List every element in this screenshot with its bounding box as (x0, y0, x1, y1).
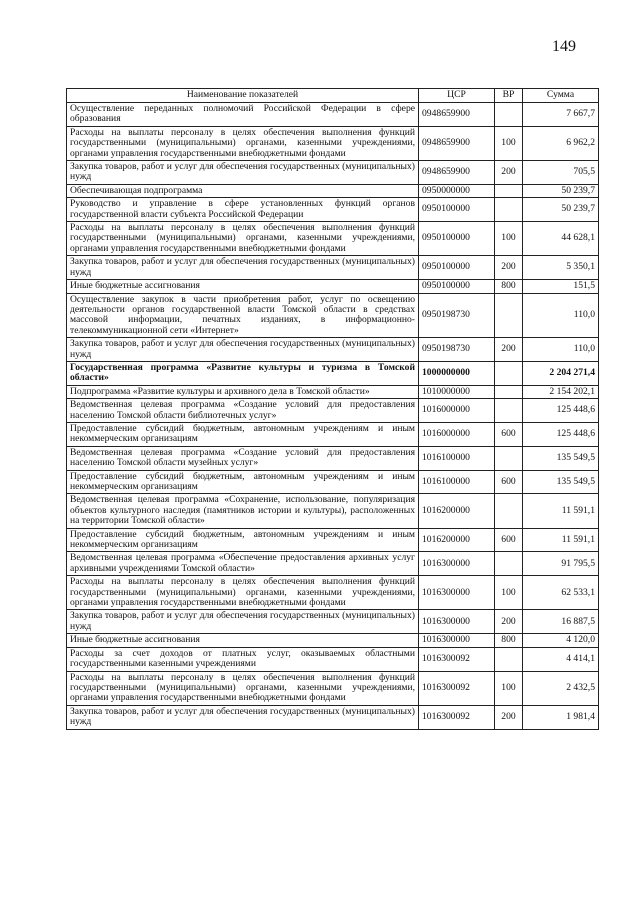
cell-sum: 110,0 (523, 338, 599, 362)
cell-name: Иные бюджетные ассигнования (67, 634, 419, 647)
cell-csr: 1016300000 (419, 634, 495, 647)
table-row (67, 647, 599, 671)
table-row (67, 385, 599, 398)
cell-sum: 125 448,6 (523, 399, 599, 423)
cell-name: Закупка товаров, работ и услуг для обеспечения государственных (муниципальных) нужд (67, 610, 419, 634)
cell-vr (495, 399, 523, 423)
cell-name: Расходы на выплаты персоналу в целях обеспечения выполнения функций государственными (муниципальными) органами, казенными учреждениями, органами управления государственными внебюджетными фондами (67, 126, 419, 160)
cell-vr: 800 (495, 634, 523, 647)
table-row (67, 256, 599, 280)
table-row (67, 399, 599, 423)
header-sum: Сумма (523, 89, 599, 103)
cell-sum: 50 239,7 (523, 198, 599, 222)
table-row (67, 103, 599, 127)
table-row (67, 338, 599, 362)
cell-csr: 1016300092 (419, 647, 495, 671)
cell-name: Расходы на выплаты персоналу в целях обеспечения выполнения функций государственными (муниципальными) органами, казенными учреждениями, органами управления государственными внебюджетными фондами (67, 576, 419, 610)
cell-vr: 200 (495, 705, 523, 729)
cell-sum: 50 239,7 (523, 184, 599, 197)
cell-name: Ведомственная целевая программа «Обеспечение предоставления архивных услуг архивными учреждениями Томской области» (67, 552, 419, 576)
table-row (67, 705, 599, 729)
cell-csr: 1016000000 (419, 422, 495, 446)
cell-vr (495, 103, 523, 127)
cell-vr (495, 446, 523, 470)
cell-name: Закупка товаров, работ и услуг для обеспечения государственных (муниципальных) нужд (67, 338, 419, 362)
table-row (67, 184, 599, 197)
cell-csr: 1016300092 (419, 671, 495, 705)
cell-csr: 1000000000 (419, 361, 495, 385)
table-row (67, 161, 599, 185)
cell-name: Осуществление закупок в части приобретения работ, услуг по освещению деятельности органов государственной власти Томской области в средствах массовой информации, печатных изданиях, в информационно-телекоммуникационной сети «Интернет» (67, 293, 419, 338)
cell-csr: 0950100000 (419, 222, 495, 256)
header-csr: ЦСР (419, 89, 495, 103)
header-vr: ВР (495, 89, 523, 103)
cell-sum: 5 350,1 (523, 256, 599, 280)
cell-vr: 800 (495, 280, 523, 293)
cell-csr: 1016300000 (419, 576, 495, 610)
cell-vr: 200 (495, 338, 523, 362)
cell-vr: 600 (495, 422, 523, 446)
table-row (67, 576, 599, 610)
table-row (67, 280, 599, 293)
cell-sum: 125 448,6 (523, 422, 599, 446)
cell-vr (495, 552, 523, 576)
table-row (67, 293, 599, 338)
table-row (67, 446, 599, 470)
table-header-row (67, 89, 599, 103)
cell-csr: 0950100000 (419, 198, 495, 222)
cell-vr: 200 (495, 161, 523, 185)
cell-vr: 600 (495, 470, 523, 494)
cell-name: Государственная программа «Развитие культуры и туризма в Томской области» (67, 361, 419, 385)
cell-sum: 7 667,7 (523, 103, 599, 127)
cell-vr: 100 (495, 126, 523, 160)
cell-name: Предоставление субсидий бюджетным, автономным учреждениям и иным некоммерческим организациям (67, 470, 419, 494)
cell-vr: 200 (495, 610, 523, 634)
cell-sum: 1 981,4 (523, 705, 599, 729)
cell-sum: 135 549,5 (523, 446, 599, 470)
cell-sum: 44 628,1 (523, 222, 599, 256)
table-row (67, 126, 599, 160)
cell-name: Ведомственная целевая программа «Создание условий для предоставления населению Томской области библиотечных услуг» (67, 399, 419, 423)
table-row (67, 552, 599, 576)
cell-sum: 11 591,1 (523, 494, 599, 528)
table-row (67, 494, 599, 528)
cell-csr: 0950198730 (419, 293, 495, 338)
cell-csr: 1016300092 (419, 705, 495, 729)
cell-csr: 1016100000 (419, 470, 495, 494)
table-row (67, 610, 599, 634)
cell-name: Закупка товаров, работ и услуг для обеспечения государственных (муниципальных) нужд (67, 256, 419, 280)
cell-sum: 4 414,1 (523, 647, 599, 671)
cell-vr (495, 647, 523, 671)
cell-vr (495, 198, 523, 222)
table-row (67, 422, 599, 446)
cell-csr: 0950100000 (419, 280, 495, 293)
cell-sum: 11 591,1 (523, 528, 599, 552)
table-row (67, 528, 599, 552)
cell-name: Подпрограмма «Развитие культуры и архивного дела в Томской области» (67, 385, 419, 398)
cell-csr: 0950198730 (419, 338, 495, 362)
cell-vr: 100 (495, 222, 523, 256)
cell-name: Закупка товаров, работ и услуг для обеспечения государственных (муниципальных) нужд (67, 705, 419, 729)
cell-name: Расходы за счет доходов от платных услуг, оказываемых областными государственными казенными учреждениями (67, 647, 419, 671)
table-row (67, 222, 599, 256)
cell-vr: 100 (495, 671, 523, 705)
cell-sum: 151,5 (523, 280, 599, 293)
page-number: 149 (552, 38, 576, 55)
cell-sum: 4 120,0 (523, 634, 599, 647)
cell-sum: 6 962,2 (523, 126, 599, 160)
cell-csr: 1016200000 (419, 528, 495, 552)
cell-name: Ведомственная целевая программа «Сохранение, использование, популяризация объектов культурного наследия (памятников истории и культуры), расположенных на территории Томской области» (67, 494, 419, 528)
cell-name: Расходы на выплаты персоналу в целях обеспечения выполнения функций государственными (муниципальными) органами, казенными учреждениями, органами управления государственными внебюджетными фондами (67, 671, 419, 705)
table-row (67, 671, 599, 705)
cell-vr: 600 (495, 528, 523, 552)
cell-sum: 16 887,5 (523, 610, 599, 634)
cell-csr: 1016100000 (419, 446, 495, 470)
cell-sum: 62 533,1 (523, 576, 599, 610)
cell-vr (495, 293, 523, 338)
table-row (67, 361, 599, 385)
cell-csr: 0950100000 (419, 256, 495, 280)
table-row (67, 634, 599, 647)
cell-name: Обеспечивающая подпрограмма (67, 184, 419, 197)
cell-csr: 0948659900 (419, 103, 495, 127)
table-row (67, 470, 599, 494)
cell-csr: 0950000000 (419, 184, 495, 197)
cell-sum: 2 432,5 (523, 671, 599, 705)
cell-sum: 135 549,5 (523, 470, 599, 494)
cell-vr (495, 385, 523, 398)
cell-name: Предоставление субсидий бюджетным, автономным учреждениям и иным некоммерческим организациям (67, 422, 419, 446)
table-row (67, 198, 599, 222)
header-name: Наименование показателей (67, 89, 419, 103)
cell-vr: 100 (495, 576, 523, 610)
cell-sum: 2 204 271,4 (523, 361, 599, 385)
budget-table (66, 88, 599, 730)
cell-sum: 110,0 (523, 293, 599, 338)
cell-vr (495, 361, 523, 385)
cell-csr: 1016300000 (419, 552, 495, 576)
cell-name: Расходы на выплаты персоналу в целях обеспечения выполнения функций государственными (муниципальными) органами, казенными учреждениями, органами управления государственными внебюджетными фондами (67, 222, 419, 256)
cell-name: Иные бюджетные ассигнования (67, 280, 419, 293)
cell-name: Ведомственная целевая программа «Создание условий для предоставления населению Томской области музейных услуг» (67, 446, 419, 470)
cell-sum: 705,5 (523, 161, 599, 185)
cell-name: Предоставление субсидий бюджетным, автономным учреждениям и иным некоммерческим организациям (67, 528, 419, 552)
cell-vr (495, 184, 523, 197)
cell-csr: 1016300000 (419, 610, 495, 634)
cell-csr: 1010000000 (419, 385, 495, 398)
cell-name: Руководство и управление в сфере установленных функций органов государственной власти субъекта Российской Федерации (67, 198, 419, 222)
cell-name: Закупка товаров, работ и услуг для обеспечения государственных (муниципальных) нужд (67, 161, 419, 185)
cell-csr: 0948659900 (419, 126, 495, 160)
cell-vr (495, 494, 523, 528)
cell-csr: 1016200000 (419, 494, 495, 528)
cell-vr: 200 (495, 256, 523, 280)
cell-name: Осуществление переданных полномочий Российской Федерации в сфере образования (67, 103, 419, 127)
cell-sum: 2 154 202,1 (523, 385, 599, 398)
cell-csr: 0948659900 (419, 161, 495, 185)
cell-sum: 91 795,5 (523, 552, 599, 576)
cell-csr: 1016000000 (419, 399, 495, 423)
